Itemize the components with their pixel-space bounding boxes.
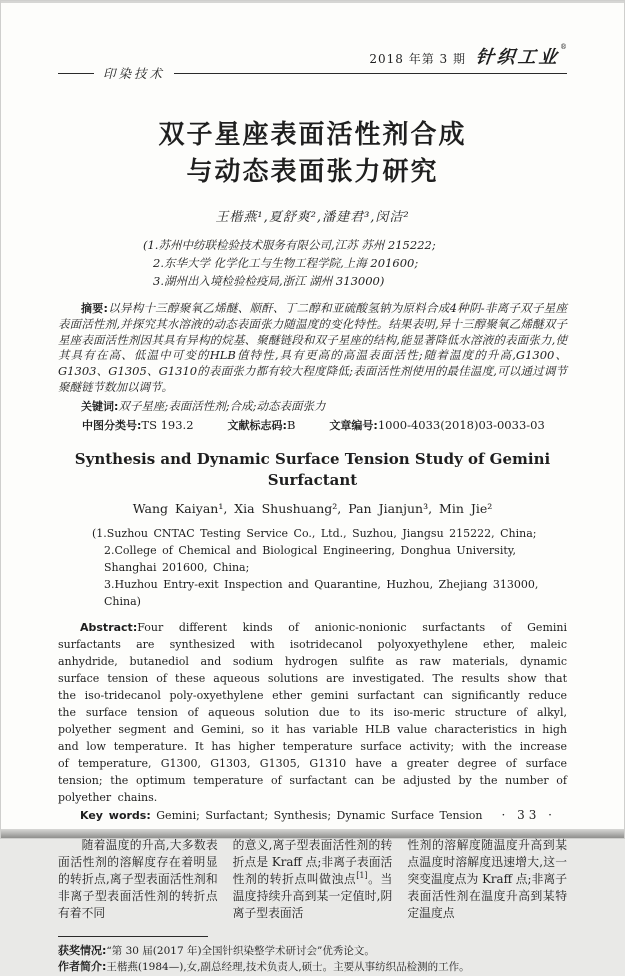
section-header-rule <box>58 64 567 82</box>
issue-info: 2018 年第 3 期 <box>369 52 466 66</box>
body-column-2: 的意义,离子型表面活性剂的转折点是 Kraff 点;非离子表面活性剂的转折点叫做浊点[1]。当温度持续升高到某一定值时,阴离子型表面活 <box>232 837 393 920</box>
abstract-en <box>58 619 567 806</box>
article-title-en: Synthesis and Dynamic Surface Tension Study of Gemini Surfactant <box>74 449 551 489</box>
affiliation-cn-1: (1.苏州中纺联检验技术服务有限公司,江苏 苏州 215222; <box>143 238 436 252</box>
abstract-cn <box>58 301 567 396</box>
article-title-cn <box>58 117 567 191</box>
affiliations-cn <box>58 236 567 290</box>
keywords-en-label: Key words: <box>80 808 151 822</box>
keywords-cn <box>58 398 567 415</box>
affiliation-en-3: 3.Huzhou Entry-exit Inspection and Quarantine, Huzhou, Zhejiang 313000, China) <box>104 577 539 608</box>
document-code: 文献标志码:B <box>227 417 296 432</box>
body-text-columns <box>58 837 567 922</box>
author-bio-note: 作者简介:王楷燕(1984—),女,副总经理,技术负责人,硕士。主要从事纺织品检测的工作。 <box>58 960 470 974</box>
title-line-1: 双子星座表面活性剂合成 <box>158 120 467 150</box>
journal-logo: 针织工业® <box>474 43 567 68</box>
keywords-en-text: Gemini; Surfactant; Synthesis; Dynamic Surface Tension <box>156 808 483 822</box>
keywords-cn-label: 关键词: <box>81 399 119 413</box>
scan-edge-bottom <box>1 829 624 838</box>
abstract-cn-label: 摘要: <box>81 302 108 315</box>
body-column-1: 随着温度的升高,大多数表面活性剂的溶解度存在着明显的转折点,离子型表面活性剂和非离子型表面活性剂的转折点有着不同 <box>58 837 218 920</box>
body-column-3: 性剂的溶解度随温度升高到某点温度时溶解度迅速增大,这一突变温度点为 Kraff 点;非离子表面活性剂在温度升高到某特定温度点 <box>407 837 568 920</box>
affiliation-en-2: 2.College of Chemical and Biological Engineering, Donghua University, Shanghai 201600, China; <box>104 543 517 574</box>
rule-line <box>174 73 567 74</box>
classification-row <box>58 417 567 434</box>
award-note: 获奖情况:“第 30 届(2017 年)全国针织染整学术研讨会”优秀论文。 <box>58 943 375 957</box>
keywords-cn-text: 双子星座;表面活性剂;合成;动态表面张力 <box>118 398 326 413</box>
affiliation-en-1: (1.Suzhou CNTAC Testing Service Co., Ltd., Suzhou, Jiangsu 215222, China; <box>92 526 537 540</box>
footnote-separator <box>58 936 208 937</box>
abstract-en-label: Abstract: <box>80 620 138 634</box>
affiliation-cn-2: 2.东华大学 化学化工与生物工程学院,上海 201600; <box>153 256 419 270</box>
clc-number: 中图分类号:TS 193.2 <box>82 417 194 432</box>
affiliation-cn-3: 3.湖州出入境检验检疫局,浙江 湖州 313000) <box>153 274 385 288</box>
citation-superscript: [1] <box>356 870 368 880</box>
authors-cn: 王楷燕¹,夏舒爽²,潘建君³,闵洁² <box>215 210 410 225</box>
affiliations-en <box>58 525 567 610</box>
authors-en: Wang Kaiyan¹, Xia Shushuang², Pan Jianjun³, Min Jie² <box>132 500 493 516</box>
title-line-2: 与动态表面张力研究 <box>186 157 439 187</box>
scan-edge-top <box>1 1 624 3</box>
rule-dash <box>58 73 94 74</box>
registered-mark: ® <box>560 43 567 51</box>
abstract-cn-text: 以异构十三醇聚氧乙烯醚、顺酐、丁二醇和亚硫酸氢钠为原料合成4种阴-非离子双子星座表面活性剂,并探究其水溶液的动态表面张力随温度的变化特性。结果表明,异十三醇聚氧乙烯醚双子星座表面活性剂因其具有异构的烷基、聚醚链段和双子星座的结构,能显著降低水溶液的表面张力,使其具有在高、低温中可变的HLB值特性,具有更高的高温表面活性;随着温度的升高,G1300、G1303、G1305、G1310的表面张力都有较大程度降低;表面活性剂使用的最佳温度,可以通过调节聚醚链节数加以调节。 <box>58 301 567 394</box>
abstract-en-text: Four different kinds of anionic-nonionic surfactants of Gemini surfactants are synthesized with isotridecanol polyoxyethylene ether, maleic anhydride, butanediol and sodium hydrogen sulfite as raw materials, dynamic surface tension of these aqueous solutions are investigated. The results show that the iso-tridecanol poly-oxyethylene ether gemini surfactant can significantly reduce the surface tension of aqueous solution due to its iso-meric structure of alkyl, polyether segment and Gemini, so it has variable HLB value characteristics in high and low temperature. It has higher temperature surface activity; with the increase of temperature, G1300, G1303, G1305, G1310 have a greater degree of surface tension; the optimum temperature of surfactant can be adjusted by the number of polyether chains. <box>58 620 567 804</box>
footnotes <box>58 943 567 976</box>
section-label: 印染技术 <box>103 66 166 81</box>
page-number: · 33 · <box>501 808 556 822</box>
keywords-en <box>58 807 567 824</box>
article-id: 文章编号:1000-4033(2018)03-0033-03 <box>329 417 545 432</box>
